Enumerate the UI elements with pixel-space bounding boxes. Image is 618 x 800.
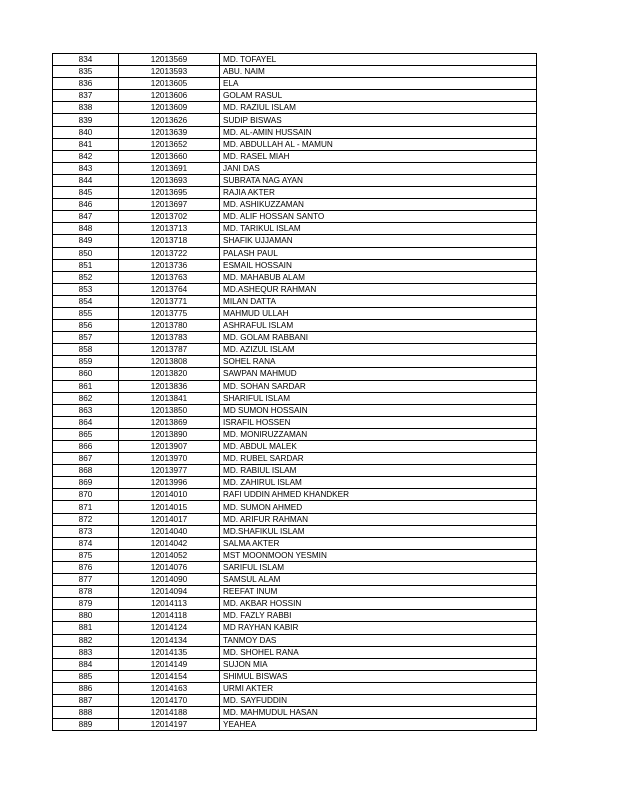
roll-number-cell: 12014154 bbox=[119, 670, 220, 682]
student-name-cell: SUBRATA NAG AYAN bbox=[220, 174, 537, 186]
student-name-cell: YEAHEA bbox=[220, 719, 537, 731]
serial-cell: 860 bbox=[53, 368, 119, 380]
serial-cell: 885 bbox=[53, 670, 119, 682]
serial-cell: 858 bbox=[53, 344, 119, 356]
serial-cell: 844 bbox=[53, 174, 119, 186]
student-name-cell: PALASH PAUL bbox=[220, 247, 537, 259]
roll-number-cell: 12013841 bbox=[119, 392, 220, 404]
student-name-cell: SHAFIK UJJAMAN bbox=[220, 235, 537, 247]
table-row bbox=[53, 719, 537, 731]
table-row bbox=[53, 598, 537, 610]
table-row bbox=[53, 199, 537, 211]
table-row bbox=[53, 501, 537, 513]
serial-cell: 841 bbox=[53, 138, 119, 150]
table-row bbox=[53, 223, 537, 235]
roll-number-cell: 12013605 bbox=[119, 78, 220, 90]
table-row bbox=[53, 211, 537, 223]
roll-number-cell: 12013907 bbox=[119, 441, 220, 453]
roll-number-cell: 12013606 bbox=[119, 90, 220, 102]
table-row bbox=[53, 187, 537, 199]
table-row bbox=[53, 682, 537, 694]
student-name-cell: ASHRAFUL ISLAM bbox=[220, 320, 537, 332]
roll-number-cell: 12013808 bbox=[119, 356, 220, 368]
student-name-cell: MD. GOLAM RABBANI bbox=[220, 332, 537, 344]
student-name-cell: MD. SAYFUDDIN bbox=[220, 694, 537, 706]
serial-cell: 872 bbox=[53, 513, 119, 525]
roll-number-cell: 12014170 bbox=[119, 694, 220, 706]
student-name-cell: ABU. NAIM bbox=[220, 66, 537, 78]
student-table-body bbox=[53, 54, 537, 731]
roll-number-cell: 12013639 bbox=[119, 126, 220, 138]
serial-cell: 884 bbox=[53, 658, 119, 670]
roll-number-cell: 12013890 bbox=[119, 428, 220, 440]
serial-cell: 851 bbox=[53, 259, 119, 271]
roll-number-cell: 12014090 bbox=[119, 574, 220, 586]
table-row bbox=[53, 283, 537, 295]
student-name-cell: SHIMUL BISWAS bbox=[220, 670, 537, 682]
student-name-cell: MD. ALIF HOSSAN SANTO bbox=[220, 211, 537, 223]
table-row bbox=[53, 66, 537, 78]
serial-cell: 840 bbox=[53, 126, 119, 138]
roll-number-cell: 12013660 bbox=[119, 150, 220, 162]
roll-number-cell: 12013691 bbox=[119, 162, 220, 174]
serial-cell: 888 bbox=[53, 707, 119, 719]
student-table bbox=[52, 53, 537, 731]
roll-number-cell: 12013626 bbox=[119, 114, 220, 126]
table-row bbox=[53, 271, 537, 283]
table-row bbox=[53, 102, 537, 114]
roll-number-cell: 12014149 bbox=[119, 658, 220, 670]
roll-number-cell: 12014113 bbox=[119, 598, 220, 610]
student-name-cell: MD. SUMON AHMED bbox=[220, 501, 537, 513]
student-name-cell: MD. RASEL MIAH bbox=[220, 150, 537, 162]
serial-cell: 861 bbox=[53, 380, 119, 392]
student-name-cell: GOLAM RASUL bbox=[220, 90, 537, 102]
serial-cell: 852 bbox=[53, 271, 119, 283]
student-name-cell: MD. RAZIUL ISLAM bbox=[220, 102, 537, 114]
roll-number-cell: 12013996 bbox=[119, 477, 220, 489]
serial-cell: 880 bbox=[53, 610, 119, 622]
result-sheet bbox=[52, 53, 536, 731]
roll-number-cell: 12013652 bbox=[119, 138, 220, 150]
roll-number-cell: 12013780 bbox=[119, 320, 220, 332]
student-name-cell: MST MOONMOON YESMIN bbox=[220, 549, 537, 561]
serial-cell: 842 bbox=[53, 150, 119, 162]
student-name-cell: MD. MONIRUZZAMAN bbox=[220, 428, 537, 440]
roll-number-cell: 12013836 bbox=[119, 380, 220, 392]
table-row bbox=[53, 441, 537, 453]
roll-number-cell: 12013713 bbox=[119, 223, 220, 235]
serial-cell: 878 bbox=[53, 586, 119, 598]
serial-cell: 876 bbox=[53, 561, 119, 573]
table-row bbox=[53, 646, 537, 658]
serial-cell: 871 bbox=[53, 501, 119, 513]
roll-number-cell: 12013820 bbox=[119, 368, 220, 380]
serial-cell: 866 bbox=[53, 441, 119, 453]
serial-cell: 879 bbox=[53, 598, 119, 610]
table-row bbox=[53, 235, 537, 247]
roll-number-cell: 12013970 bbox=[119, 453, 220, 465]
student-name-cell: MILAN DATTA bbox=[220, 295, 537, 307]
roll-number-cell: 12013697 bbox=[119, 199, 220, 211]
roll-number-cell: 12013977 bbox=[119, 465, 220, 477]
table-row bbox=[53, 356, 537, 368]
student-name-cell: SHARIFUL ISLAM bbox=[220, 392, 537, 404]
serial-cell: 836 bbox=[53, 78, 119, 90]
serial-cell: 838 bbox=[53, 102, 119, 114]
student-name-cell: MD. RUBEL SARDAR bbox=[220, 453, 537, 465]
student-name-cell: ESMAIL HOSSAIN bbox=[220, 259, 537, 271]
table-row bbox=[53, 707, 537, 719]
roll-number-cell: 12013569 bbox=[119, 54, 220, 66]
table-row bbox=[53, 368, 537, 380]
serial-cell: 867 bbox=[53, 453, 119, 465]
roll-number-cell: 12014017 bbox=[119, 513, 220, 525]
table-row bbox=[53, 658, 537, 670]
serial-cell: 839 bbox=[53, 114, 119, 126]
table-row bbox=[53, 549, 537, 561]
roll-number-cell: 12014188 bbox=[119, 707, 220, 719]
table-row bbox=[53, 138, 537, 150]
serial-cell: 859 bbox=[53, 356, 119, 368]
student-name-cell: MD. ABDUL MALEK bbox=[220, 441, 537, 453]
student-name-cell: RAFI UDDIN AHMED KHANDKER bbox=[220, 489, 537, 501]
table-row bbox=[53, 477, 537, 489]
table-row bbox=[53, 694, 537, 706]
student-name-cell: JANI DAS bbox=[220, 162, 537, 174]
roll-number-cell: 12014094 bbox=[119, 586, 220, 598]
serial-cell: 837 bbox=[53, 90, 119, 102]
student-name-cell: MD. AL-AMIN HUSSAIN bbox=[220, 126, 537, 138]
serial-cell: 881 bbox=[53, 622, 119, 634]
student-name-cell: MD. ARIFUR RAHMAN bbox=[220, 513, 537, 525]
serial-cell: 889 bbox=[53, 719, 119, 731]
roll-number-cell: 12013695 bbox=[119, 187, 220, 199]
student-name-cell: MD.ASHEQUR RAHMAN bbox=[220, 283, 537, 295]
table-row bbox=[53, 634, 537, 646]
serial-cell: 834 bbox=[53, 54, 119, 66]
roll-number-cell: 12014040 bbox=[119, 525, 220, 537]
table-row bbox=[53, 54, 537, 66]
roll-number-cell: 12013775 bbox=[119, 307, 220, 319]
serial-cell: 887 bbox=[53, 694, 119, 706]
table-row bbox=[53, 114, 537, 126]
serial-cell: 855 bbox=[53, 307, 119, 319]
student-name-cell: MD. MAHMUDUL HASAN bbox=[220, 707, 537, 719]
serial-cell: 857 bbox=[53, 332, 119, 344]
student-name-cell: SAMSUL ALAM bbox=[220, 574, 537, 586]
roll-number-cell: 12013693 bbox=[119, 174, 220, 186]
serial-cell: 870 bbox=[53, 489, 119, 501]
serial-cell: 882 bbox=[53, 634, 119, 646]
table-row bbox=[53, 174, 537, 186]
serial-cell: 869 bbox=[53, 477, 119, 489]
serial-cell: 868 bbox=[53, 465, 119, 477]
table-row bbox=[53, 126, 537, 138]
student-name-cell: MD. ASHIKUZZAMAN bbox=[220, 199, 537, 211]
student-name-cell: MD. TARIKUL ISLAM bbox=[220, 223, 537, 235]
student-name-cell: MD. TOFAYEL bbox=[220, 54, 537, 66]
table-row bbox=[53, 392, 537, 404]
serial-cell: 865 bbox=[53, 428, 119, 440]
roll-number-cell: 12014076 bbox=[119, 561, 220, 573]
serial-cell: 877 bbox=[53, 574, 119, 586]
student-name-cell: ELA bbox=[220, 78, 537, 90]
student-name-cell: MD. SOHAN SARDAR bbox=[220, 380, 537, 392]
table-row bbox=[53, 670, 537, 682]
student-name-cell: SAWPAN MAHMUD bbox=[220, 368, 537, 380]
table-row bbox=[53, 453, 537, 465]
serial-cell: 863 bbox=[53, 404, 119, 416]
serial-cell: 854 bbox=[53, 295, 119, 307]
serial-cell: 853 bbox=[53, 283, 119, 295]
student-name-cell: SUJON MIA bbox=[220, 658, 537, 670]
roll-number-cell: 12013702 bbox=[119, 211, 220, 223]
student-name-cell: MAHMUD ULLAH bbox=[220, 307, 537, 319]
serial-cell: 862 bbox=[53, 392, 119, 404]
serial-cell: 856 bbox=[53, 320, 119, 332]
table-row bbox=[53, 465, 537, 477]
student-name-cell: MD SUMON HOSSAIN bbox=[220, 404, 537, 416]
student-name-cell: MD.SHAFIKUL ISLAM bbox=[220, 525, 537, 537]
table-row bbox=[53, 90, 537, 102]
roll-number-cell: 12014163 bbox=[119, 682, 220, 694]
serial-cell: 886 bbox=[53, 682, 119, 694]
serial-cell: 850 bbox=[53, 247, 119, 259]
roll-number-cell: 12013850 bbox=[119, 404, 220, 416]
table-row bbox=[53, 489, 537, 501]
table-row bbox=[53, 247, 537, 259]
roll-number-cell: 12014118 bbox=[119, 610, 220, 622]
table-row bbox=[53, 525, 537, 537]
table-row bbox=[53, 259, 537, 271]
roll-number-cell: 12013736 bbox=[119, 259, 220, 271]
roll-number-cell: 12013593 bbox=[119, 66, 220, 78]
student-name-cell: REEFAT INUM bbox=[220, 586, 537, 598]
roll-number-cell: 12014134 bbox=[119, 634, 220, 646]
student-name-cell: MD. MAHABUB ALAM bbox=[220, 271, 537, 283]
roll-number-cell: 12014010 bbox=[119, 489, 220, 501]
roll-number-cell: 12014052 bbox=[119, 549, 220, 561]
serial-cell: 845 bbox=[53, 187, 119, 199]
student-name-cell: MD. ABDULLAH AL - MAMUN bbox=[220, 138, 537, 150]
table-row bbox=[53, 513, 537, 525]
roll-number-cell: 12014124 bbox=[119, 622, 220, 634]
serial-cell: 846 bbox=[53, 199, 119, 211]
roll-number-cell: 12013609 bbox=[119, 102, 220, 114]
table-row bbox=[53, 404, 537, 416]
roll-number-cell: 12013764 bbox=[119, 283, 220, 295]
roll-number-cell: 12013718 bbox=[119, 235, 220, 247]
roll-number-cell: 12014197 bbox=[119, 719, 220, 731]
roll-number-cell: 12013722 bbox=[119, 247, 220, 259]
student-name-cell: ISRAFIL HOSSEN bbox=[220, 416, 537, 428]
table-row bbox=[53, 332, 537, 344]
student-name-cell: MD. ZAHIRUL ISLAM bbox=[220, 477, 537, 489]
roll-number-cell: 12014135 bbox=[119, 646, 220, 658]
serial-cell: 835 bbox=[53, 66, 119, 78]
roll-number-cell: 12013763 bbox=[119, 271, 220, 283]
serial-cell: 883 bbox=[53, 646, 119, 658]
table-row bbox=[53, 561, 537, 573]
student-name-cell: MD. SHOHEL RANA bbox=[220, 646, 537, 658]
student-name-cell: SALMA AKTER bbox=[220, 537, 537, 549]
roll-number-cell: 12014015 bbox=[119, 501, 220, 513]
student-name-cell: SOHEL RANA bbox=[220, 356, 537, 368]
student-name-cell: URMI AKTER bbox=[220, 682, 537, 694]
student-name-cell: MD. AZIZUL ISLAM bbox=[220, 344, 537, 356]
table-row bbox=[53, 162, 537, 174]
table-row bbox=[53, 380, 537, 392]
student-name-cell: MD. FAZLY RABBI bbox=[220, 610, 537, 622]
table-row bbox=[53, 307, 537, 319]
serial-cell: 849 bbox=[53, 235, 119, 247]
student-name-cell: RAJIA AKTER bbox=[220, 187, 537, 199]
table-row bbox=[53, 150, 537, 162]
table-row bbox=[53, 320, 537, 332]
table-row bbox=[53, 295, 537, 307]
table-row bbox=[53, 622, 537, 634]
serial-cell: 847 bbox=[53, 211, 119, 223]
table-row bbox=[53, 78, 537, 90]
table-row bbox=[53, 610, 537, 622]
table-row bbox=[53, 586, 537, 598]
roll-number-cell: 12014042 bbox=[119, 537, 220, 549]
roll-number-cell: 12013787 bbox=[119, 344, 220, 356]
table-row bbox=[53, 344, 537, 356]
roll-number-cell: 12013869 bbox=[119, 416, 220, 428]
serial-cell: 874 bbox=[53, 537, 119, 549]
table-row bbox=[53, 537, 537, 549]
serial-cell: 873 bbox=[53, 525, 119, 537]
table-row bbox=[53, 416, 537, 428]
serial-cell: 843 bbox=[53, 162, 119, 174]
serial-cell: 848 bbox=[53, 223, 119, 235]
serial-cell: 864 bbox=[53, 416, 119, 428]
serial-cell: 875 bbox=[53, 549, 119, 561]
student-name-cell: TANMOY DAS bbox=[220, 634, 537, 646]
table-row bbox=[53, 428, 537, 440]
roll-number-cell: 12013783 bbox=[119, 332, 220, 344]
roll-number-cell: 12013771 bbox=[119, 295, 220, 307]
table-row bbox=[53, 574, 537, 586]
student-name-cell: SUDIP BISWAS bbox=[220, 114, 537, 126]
student-name-cell: MD RAYHAN KABIR bbox=[220, 622, 537, 634]
student-name-cell: SARIFUL ISLAM bbox=[220, 561, 537, 573]
student-name-cell: MD. AKBAR HOSSIN bbox=[220, 598, 537, 610]
student-name-cell: MD. RABIUL ISLAM bbox=[220, 465, 537, 477]
